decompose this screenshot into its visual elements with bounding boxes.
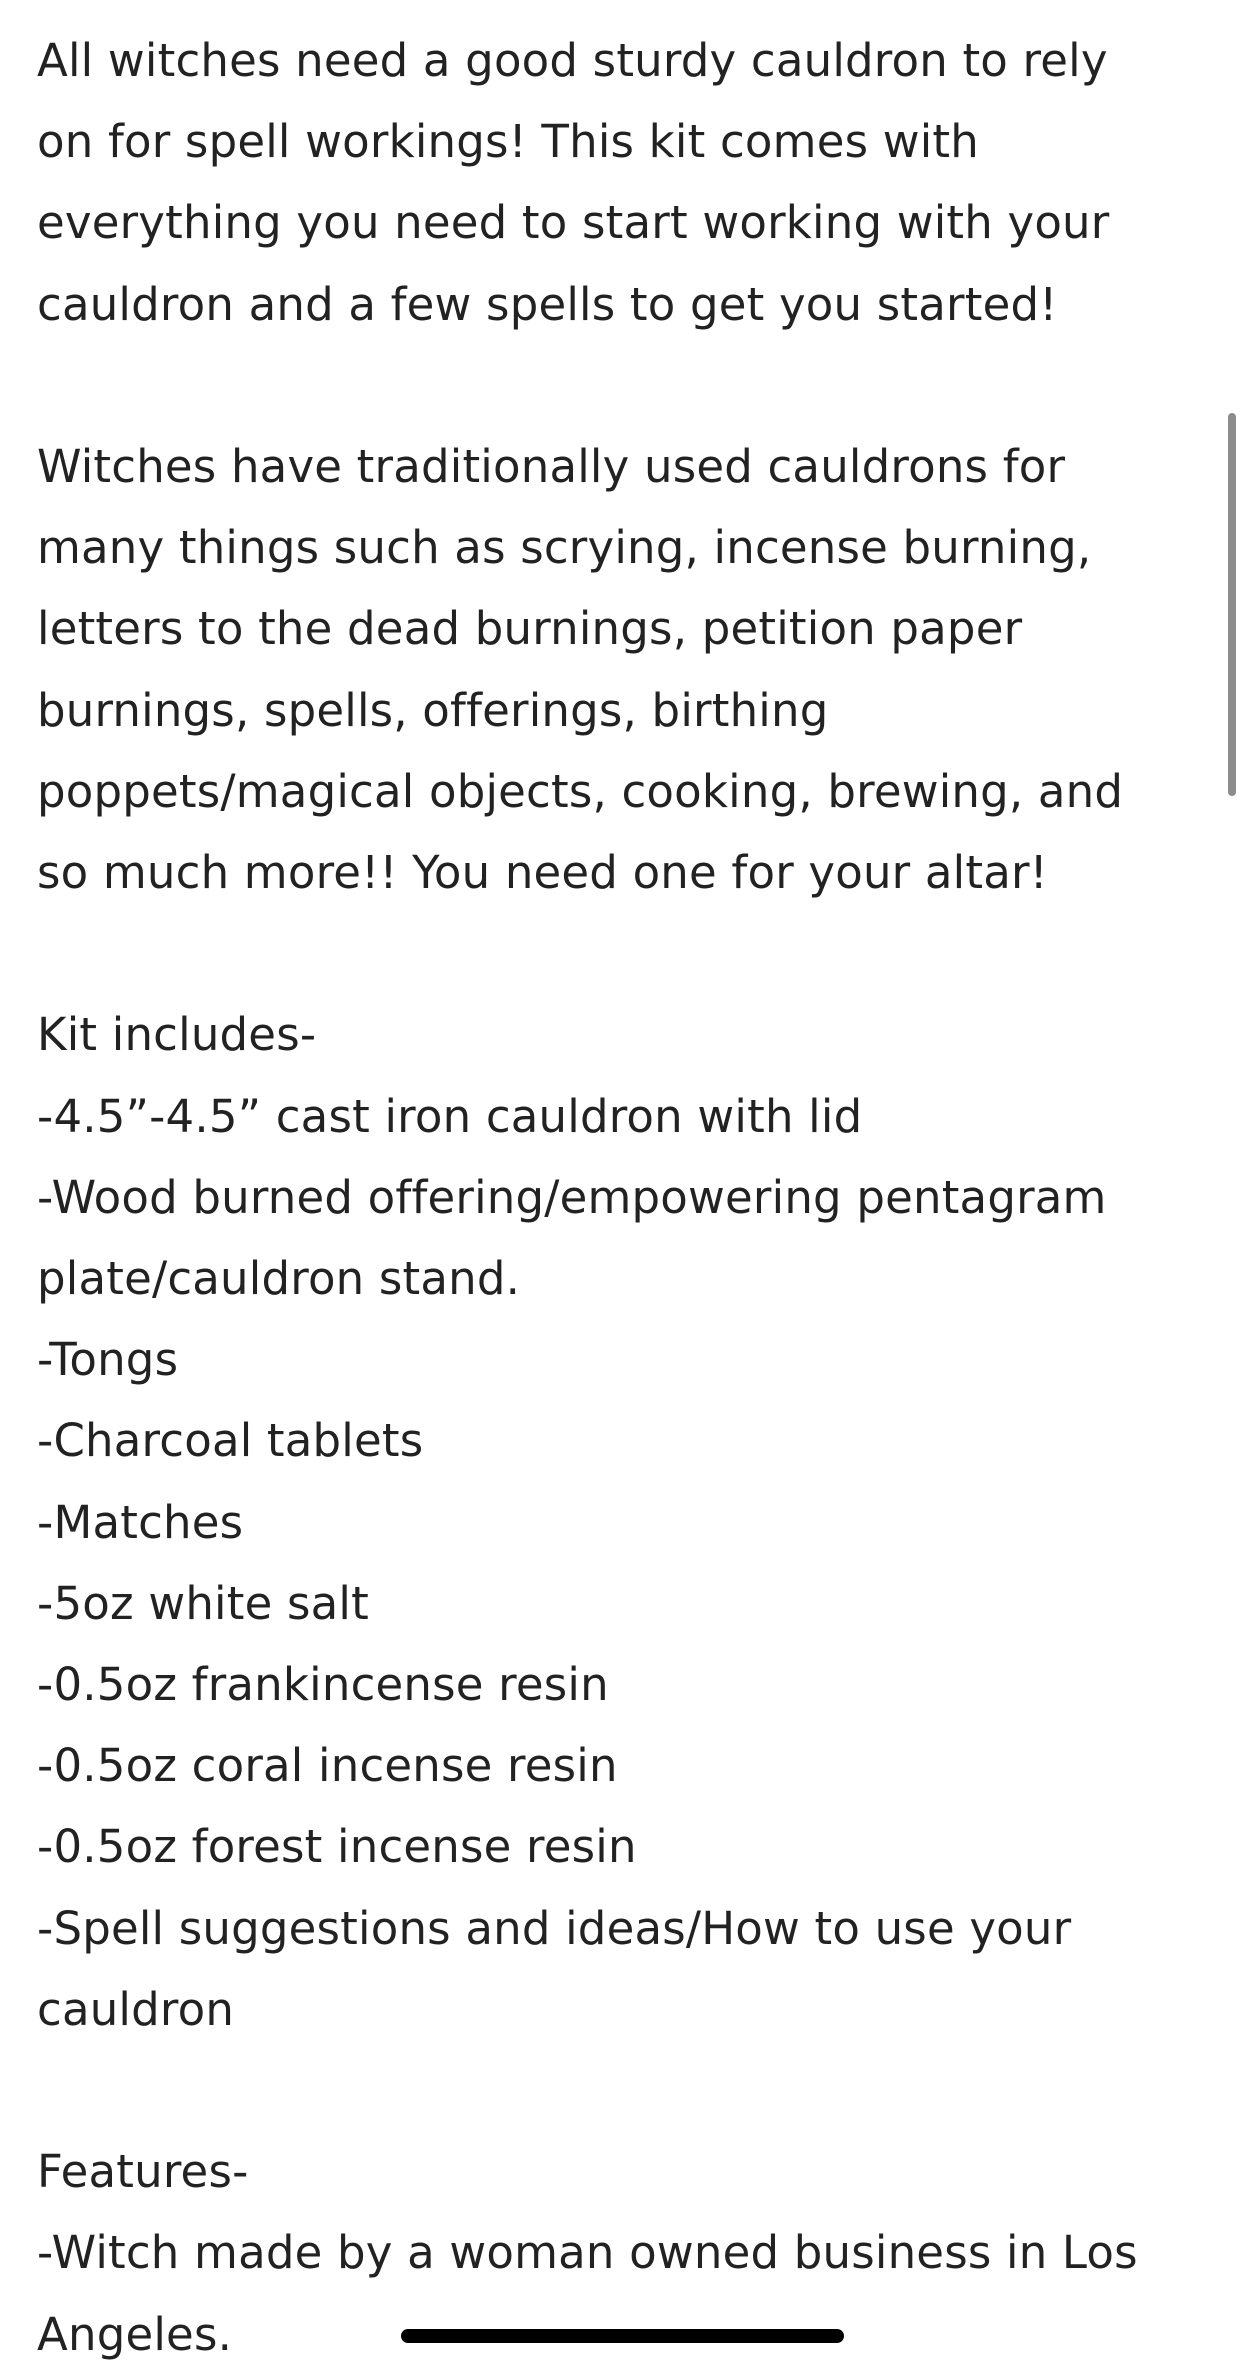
text-line: cauldron and a few spells to get you started! <box>37 277 1058 331</box>
description-paragraph-kit-includes <box>37 994 1207 2050</box>
text-line: -Spell suggestions and ideas/How to use your <box>37 1901 1072 1955</box>
text-line: letters to the dead burnings, petition paper <box>37 602 1023 656</box>
text-line: everything you need to start working with your <box>37 196 1110 250</box>
text-line: -0.5oz coral incense resin <box>37 1739 618 1793</box>
text-line: Witches have traditionally used cauldrons for <box>37 440 1066 493</box>
text-line: -0.5oz frankincense resin <box>37 1658 609 1712</box>
text-line: -Wood burned offering/empowering pentagram <box>37 1170 1107 1224</box>
text-line: -Matches <box>37 1495 244 1549</box>
text-line: Features- <box>37 2145 249 2199</box>
text-line: many things such as scrying, incense burning, <box>37 521 1092 575</box>
text-line: -Tongs <box>37 1333 179 1387</box>
description-paragraph-intro <box>37 20 1207 345</box>
item-description <box>37 20 1207 2375</box>
text-line: burnings, spells, offerings, birthing <box>37 683 829 737</box>
text-line: cauldron <box>37 1982 235 2036</box>
text-line: plate/cauldron stand. <box>37 1252 521 1306</box>
text-line: Kit includes- <box>37 1008 317 1062</box>
text-line: -Charcoal tablets <box>37 1414 424 1468</box>
description-paragraph-uses <box>37 426 1207 913</box>
text-line: -0.5oz forest incense resin <box>37 1820 637 1874</box>
text-line: poppets/magical objects, cooking, brewing, and <box>37 764 1124 818</box>
home-indicator[interactable] <box>401 2329 844 2343</box>
scrollbar-thumb[interactable] <box>1228 413 1236 796</box>
text-line: All witches need a good sturdy cauldron to rely <box>37 34 1108 87</box>
text-line: -Witch made by a woman owned business in Los <box>37 2226 1138 2280</box>
text-line: Angeles. <box>37 2307 233 2361</box>
text-line: -4.5”-4.5” cast iron cauldron with lid <box>37 1089 863 1143</box>
text-line: -5oz white salt <box>37 1576 369 1630</box>
text-line: on for spell workings! This kit comes with <box>37 115 979 169</box>
text-line: so much more!! You need one for your altar! <box>37 846 1048 900</box>
